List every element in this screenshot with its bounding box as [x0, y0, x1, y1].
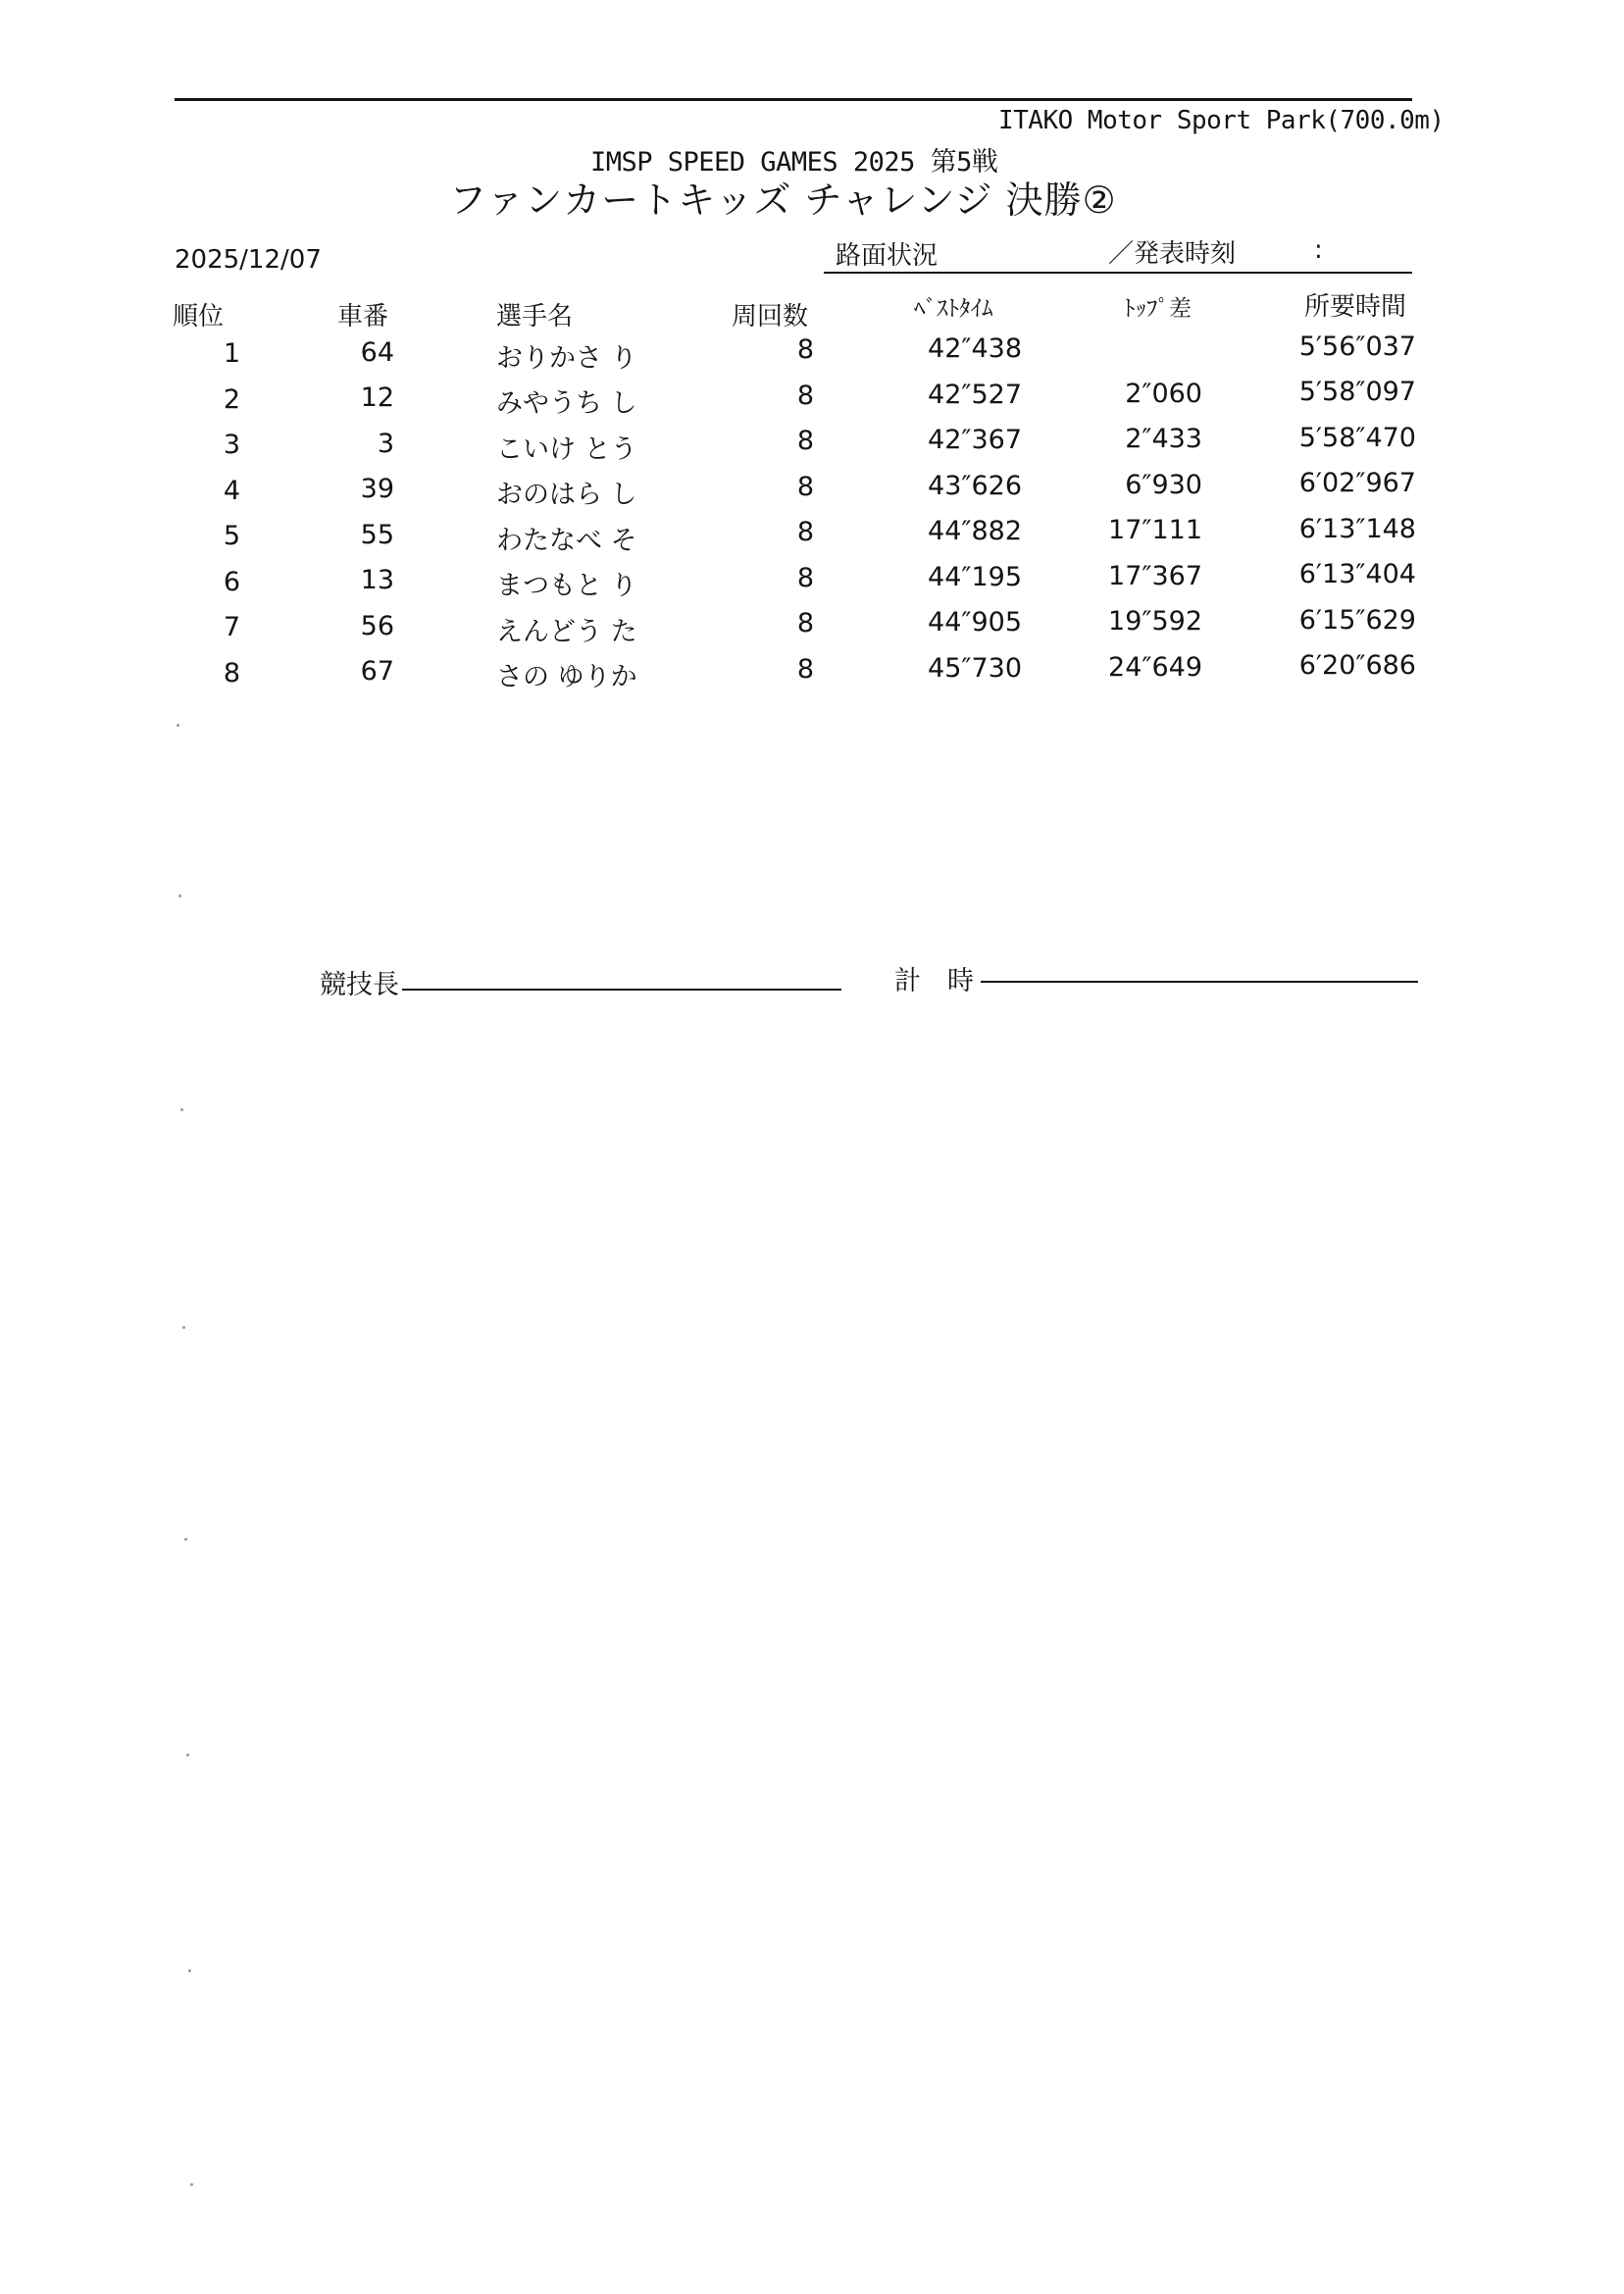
cell-gap-to-top: 17″111 [1108, 515, 1202, 545]
race-date: 2025/12/07 [175, 245, 322, 275]
cell-car-number: 67 [360, 656, 394, 688]
announce-time-label: ／発表時刻 [1108, 239, 1237, 269]
cell-total-time: 5′58″470 [1298, 422, 1416, 453]
col-total-time: 所要時間 [1304, 292, 1407, 322]
table-row [0, 422, 1624, 469]
cell-driver: おりかさ り [496, 342, 637, 374]
cell-gap-to-top: 19″592 [1108, 606, 1202, 637]
cell-rank: 2 [223, 383, 240, 415]
cell-laps: 8 [796, 334, 814, 366]
table-row [0, 377, 1624, 424]
cell-laps: 8 [796, 426, 814, 457]
cell-best-time: 42″438 [928, 333, 1022, 365]
cell-rank: 8 [223, 657, 240, 688]
cell-laps: 8 [796, 380, 814, 411]
cell-best-time: 43″626 [928, 470, 1022, 501]
event-name: IMSP SPEED GAMES 2025 第5戦 [590, 147, 998, 178]
cell-rank: 3 [223, 430, 240, 460]
table-row [0, 468, 1624, 515]
col-laps: 周回数 [732, 302, 809, 331]
chief-steward-label: 競技長 [320, 970, 399, 1000]
cell-driver: みやうち し [496, 388, 637, 420]
scan-speck [178, 894, 181, 897]
cell-laps: 8 [796, 562, 814, 593]
venue-name: ITAKO Motor Sport Park(700.0m) [998, 106, 1445, 135]
cell-car-number: 55 [360, 519, 394, 550]
timing-label: 計 時 [894, 966, 974, 996]
col-gap-to-top: ﾄｯﾌﾟ差 [1124, 296, 1192, 322]
cell-rank: 7 [223, 612, 240, 642]
table-row [0, 513, 1624, 560]
cell-total-time: 6′20″686 [1298, 650, 1416, 682]
table-row [0, 604, 1624, 651]
cell-best-time: 45″730 [928, 652, 1022, 684]
top-rule [175, 98, 1412, 101]
cell-car-number: 39 [360, 474, 394, 505]
cell-driver: えんどう た [496, 616, 637, 647]
cell-gap-to-top: 2″433 [1125, 424, 1202, 454]
col-best-time: ﾍﾞｽﾄﾀｲﾑ [914, 296, 993, 322]
scan-speck [177, 724, 179, 727]
cell-gap-to-top: 17″367 [1108, 560, 1202, 591]
cell-car-number: 13 [360, 565, 394, 596]
cell-best-time: 44″195 [928, 561, 1022, 592]
cell-total-time: 6′13″404 [1298, 559, 1416, 590]
cell-driver: さの ゆりか [496, 662, 637, 693]
col-car-number: 車番 [337, 302, 389, 331]
cell-gap-to-top: 6″930 [1125, 469, 1202, 500]
cell-rank: 5 [223, 521, 240, 551]
col-driver: 選手名 [496, 302, 574, 331]
header-rule [824, 272, 1412, 274]
cell-best-time: 42″367 [928, 425, 1022, 456]
scan-speck [190, 2183, 193, 2186]
table-row [0, 650, 1624, 697]
cell-total-time: 5′58″097 [1298, 377, 1416, 408]
cell-laps: 8 [796, 517, 814, 548]
scan-speck [182, 1326, 185, 1329]
cell-driver: おのはら し [496, 480, 637, 511]
scan-speck [184, 1538, 187, 1541]
scan-speck [186, 1754, 189, 1757]
table-row [0, 331, 1624, 378]
cell-laps: 8 [796, 608, 814, 639]
cell-total-time: 6′15″629 [1298, 604, 1416, 636]
cell-car-number: 64 [360, 336, 394, 368]
cell-rank: 6 [223, 566, 240, 597]
scan-speck [180, 1108, 183, 1111]
cell-car-number: 3 [377, 428, 394, 459]
cell-rank: 4 [223, 475, 240, 506]
scan-speck [188, 1969, 191, 1972]
col-rank: 順位 [173, 302, 225, 331]
cell-rank: 1 [223, 338, 240, 369]
cell-driver: まつもと り [496, 571, 637, 602]
cell-total-time: 6′13″148 [1298, 513, 1416, 544]
timing-signature-line [981, 981, 1418, 983]
cell-best-time: 42″527 [928, 379, 1022, 410]
cell-laps: 8 [796, 653, 814, 685]
cell-gap-to-top: 24″649 [1108, 651, 1202, 683]
cell-laps: 8 [796, 471, 814, 502]
announce-time-value: : [1314, 235, 1323, 265]
cell-car-number: 56 [360, 610, 394, 641]
cell-best-time: 44″905 [928, 607, 1022, 638]
cell-car-number: 12 [360, 382, 394, 414]
cell-gap-to-top: 2″060 [1125, 378, 1202, 409]
table-row [0, 559, 1624, 606]
cell-total-time: 6′02″967 [1298, 468, 1416, 499]
surface-condition-label: 路面状況 [836, 241, 939, 271]
chief-steward-signature-line [402, 989, 841, 991]
cell-driver: こいけ とう [496, 433, 637, 465]
cell-best-time: 44″882 [928, 516, 1022, 547]
cell-driver: わたなべ そ [496, 525, 637, 556]
cell-total-time: 5′56″037 [1298, 331, 1416, 362]
race-title: ファンカートキッズ チャレンジ 決勝② [449, 178, 1117, 222]
